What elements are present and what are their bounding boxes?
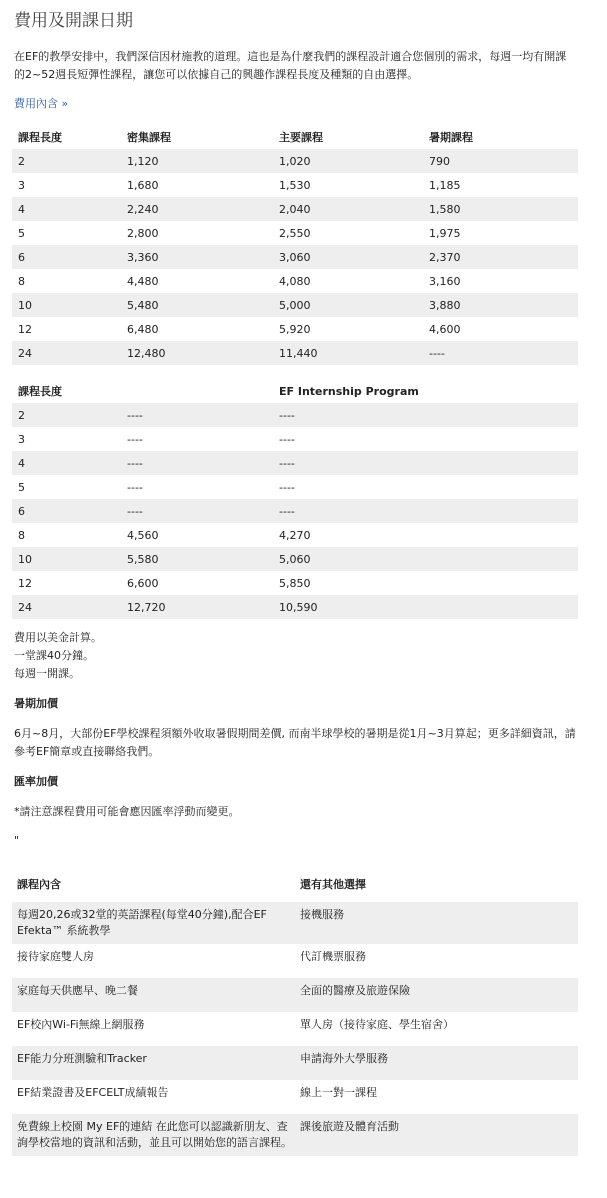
table-cell — [423, 451, 578, 475]
table-cell: 接待家庭雙人房 — [17, 950, 94, 963]
fees-included-link[interactable]: 費用內含 » — [14, 97, 69, 110]
table-cell: 1,680 — [127, 178, 159, 192]
table-cell: ---- — [121, 451, 273, 475]
table-cell: 24 — [12, 595, 121, 619]
table-cell: ---- — [273, 403, 423, 427]
header-general: 主要課程 — [279, 131, 323, 144]
table-row — [12, 595, 578, 619]
table-cell: 10 — [12, 293, 121, 317]
table-cell — [423, 475, 578, 499]
table-row — [12, 547, 578, 571]
table-cell: 5,850 — [279, 576, 311, 590]
table-row — [12, 523, 578, 547]
exchange-surcharge-text: *請注意課程費用可能會應因匯率浮動而變更。 — [14, 805, 240, 818]
table-row — [12, 571, 578, 595]
header-blank — [423, 379, 578, 403]
inclusions-table — [12, 868, 578, 1156]
table-row — [12, 1114, 578, 1156]
table-cell: 1,975 — [429, 226, 461, 240]
table-row — [12, 221, 578, 245]
table-row — [12, 1046, 578, 1080]
table-cell: 790 — [423, 149, 578, 173]
table-cell: 課後旅遊及體育活動 — [295, 1114, 578, 1156]
note-currency: 費用以美金計算。 — [14, 631, 102, 644]
exchange-surcharge-title: 匯率加價 — [14, 775, 58, 788]
notes — [14, 629, 607, 683]
table-cell: 5 — [18, 226, 25, 240]
table-cell: ---- — [127, 432, 143, 446]
table-cell: 12,720 — [121, 595, 273, 619]
table-cell: 4,600 — [429, 322, 461, 336]
table-cell: 全面的醫療及旅遊保險 — [295, 978, 578, 1012]
table-cell: 10 — [12, 547, 121, 571]
table-row — [12, 902, 578, 944]
table-row — [12, 1012, 578, 1046]
table-cell: EF能力分班測驗和Tracker — [12, 1046, 295, 1080]
header-intensive: 密集課程 — [127, 131, 171, 144]
header-blank — [121, 379, 273, 403]
table-cell: ---- — [273, 451, 423, 475]
table-cell: ---- — [279, 480, 295, 494]
internship-price-table — [12, 379, 578, 619]
table-cell: 5,000 — [273, 293, 423, 317]
table-cell: 家庭每天供應早、晚二餐 — [12, 978, 295, 1012]
table-cell: 2,240 — [121, 197, 273, 221]
table-cell: 3 — [18, 432, 25, 446]
table-cell: 5,480 — [121, 293, 273, 317]
table-cell — [423, 403, 578, 427]
table-cell: EF結業證書及EFCELT成績報告 — [17, 1086, 169, 1099]
table-row — [12, 245, 578, 269]
table-cell: 線上一對一課程 — [300, 1086, 377, 1099]
table-cell: 1,120 — [121, 149, 273, 173]
table-cell: 4,270 — [279, 528, 311, 542]
table-cell: 3,160 — [429, 274, 461, 288]
table-cell — [423, 523, 578, 547]
header-summer: 暑期課程 — [429, 131, 473, 144]
table-cell: 8 — [18, 274, 25, 288]
summer-surcharge-text: 6月~8月，大部份EF學校課程須額外收取暑假期間差價, 而南半球學校的暑期是從1月~3月算起；更多詳細資訊，請參考EF簡章或直接聯絡我們。 — [14, 727, 576, 758]
table-cell: 2,040 — [273, 197, 423, 221]
table-cell: EF校內Wi-Fi無線上網服務 — [17, 1018, 145, 1031]
table-cell: 1,580 — [423, 197, 578, 221]
table-cell: 4 — [12, 451, 121, 475]
table-cell: 12,480 — [121, 341, 273, 365]
table-cell: 24 — [12, 341, 121, 365]
page-title: 費用及開課日期 — [14, 11, 133, 31]
note-lesson-length: 一堂課40分鐘。 — [14, 649, 94, 662]
table-cell: ---- — [423, 341, 578, 365]
intro-paragraph: 在EF的教學安排中，我們深信因材施教的道理。這也是為什麼我們的課程設計適合您個別的需求，每週一均有開課的2~52週長短彈性課程，讓您可以依據自己的興趣作課程長度及種類的自由選擇。 — [14, 50, 567, 81]
table-cell: 1,185 — [429, 178, 461, 192]
table-cell: 12 — [18, 576, 32, 590]
table-cell: 3,060 — [273, 245, 423, 269]
table-row — [12, 173, 578, 197]
table-cell — [423, 547, 578, 571]
table-cell: 11,440 — [273, 341, 423, 365]
table-cell — [423, 499, 578, 523]
table-cell: 免費線上校園 My EF的連結 在此您可以認識新朋友、查詢學校當地的資訊和活動，並且可以開始您的語言課程。 — [12, 1114, 295, 1156]
table-cell: 4,480 — [127, 274, 159, 288]
table-cell: 5 — [18, 480, 25, 494]
table-cell: 2 — [12, 149, 121, 173]
table-cell: ---- — [279, 432, 295, 446]
table-cell: ---- — [127, 480, 143, 494]
table-cell: 4,560 — [127, 528, 159, 542]
table-cell: 5,920 — [279, 322, 311, 336]
table-row — [12, 341, 578, 365]
table-cell: 2,800 — [127, 226, 159, 240]
summer-surcharge-title: 暑期加價 — [14, 697, 58, 710]
note-start-day: 每週一開課。 — [14, 667, 80, 680]
table-cell: 8 — [18, 528, 25, 542]
table-cell: 5,580 — [121, 547, 273, 571]
table-cell: ---- — [121, 403, 273, 427]
table-row — [12, 978, 578, 1012]
table-cell: 5,060 — [273, 547, 423, 571]
table-cell: 1,530 — [279, 178, 311, 192]
table-row — [12, 1080, 578, 1114]
table-row — [12, 149, 578, 173]
table-cell: 2,550 — [279, 226, 311, 240]
table-row — [12, 499, 578, 523]
header-course-length: 課程長度 — [18, 131, 62, 144]
table-cell: ---- — [121, 499, 273, 523]
table-row — [12, 197, 578, 221]
table-header-row — [12, 125, 578, 149]
table-row — [12, 269, 578, 293]
table-cell: 2 — [12, 403, 121, 427]
table-cell: 申請海外大學服務 — [295, 1046, 578, 1080]
table-row — [12, 475, 578, 499]
table-cell: 單人房（接待家庭、學生宿舍） — [300, 1018, 454, 1031]
table-cell: 6 — [12, 499, 121, 523]
header-included: 課程內含 — [17, 878, 61, 891]
table-cell: 12 — [18, 322, 32, 336]
table-row — [12, 317, 578, 341]
table-header-row — [12, 868, 578, 902]
table-cell: 6 — [12, 245, 121, 269]
table-cell: 10,590 — [273, 595, 423, 619]
stray-mark: " — [14, 834, 20, 847]
table-cell: 6,600 — [127, 576, 159, 590]
table-cell: 3,360 — [121, 245, 273, 269]
table-cell — [423, 571, 578, 595]
header-options: 還有其他選擇 — [300, 878, 366, 891]
table-cell: 代訂機票服務 — [300, 950, 366, 963]
table-row — [12, 944, 578, 978]
header-course-length: 課程長度 — [18, 385, 62, 398]
table-cell: 6,480 — [127, 322, 159, 336]
table-row — [12, 427, 578, 451]
table-cell: ---- — [273, 499, 423, 523]
table-cell: 2,370 — [423, 245, 578, 269]
header-internship: EF Internship Program — [279, 384, 419, 398]
table-cell — [423, 595, 578, 619]
table-row — [12, 451, 578, 475]
table-cell: 4 — [12, 197, 121, 221]
table-header-row — [12, 379, 578, 403]
table-cell: 每週20,26或32堂的英語課程(每堂40分鐘),配合EF Efekta™ 系統教學 — [12, 902, 295, 944]
table-row — [12, 293, 578, 317]
table-cell: 3,880 — [423, 293, 578, 317]
price-table — [12, 125, 578, 365]
table-cell: 3 — [18, 178, 25, 192]
table-cell: 4,080 — [279, 274, 311, 288]
table-cell — [423, 427, 578, 451]
table-cell: 1,020 — [273, 149, 423, 173]
table-cell: 接機服務 — [295, 902, 578, 944]
table-row — [12, 403, 578, 427]
